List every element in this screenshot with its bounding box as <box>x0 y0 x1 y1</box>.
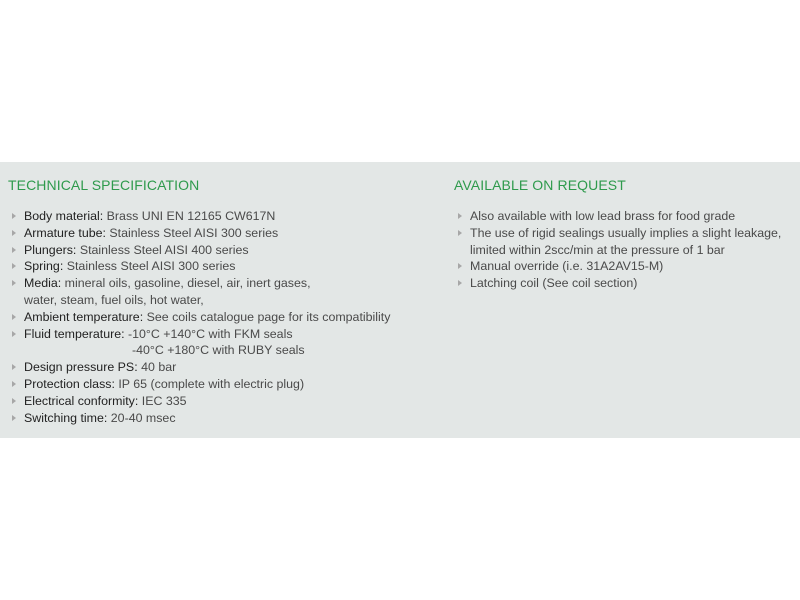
spec-panel <box>0 162 800 438</box>
spec-label: Spring: <box>24 259 64 274</box>
request-text: The use of rigid sealings usually implies a slight leakage, <box>470 225 782 240</box>
spec-value: IEC 335 <box>141 393 187 408</box>
available-on-request-list <box>454 208 794 292</box>
request-item <box>454 208 794 225</box>
bullet-arrow-icon <box>458 280 462 286</box>
spec-label: Fluid temperature: <box>24 326 125 341</box>
bullet-arrow-icon <box>458 213 462 219</box>
technical-specification-list <box>8 208 438 426</box>
spec-value: Stainless Steel AISI 400 series <box>79 242 249 257</box>
request-item <box>454 225 794 259</box>
spec-value: mineral oils, gasoline, diesel, air, inert gases, <box>64 276 311 291</box>
spec-item-switching-time <box>8 410 438 427</box>
spec-label: Ambient temperature: <box>24 309 144 324</box>
spec-item-plungers <box>8 242 438 259</box>
spec-label: Media: <box>24 276 62 291</box>
spec-label: Design pressure PS: <box>24 360 138 375</box>
spec-item-protection-class <box>8 376 438 393</box>
request-text: Latching coil (See coil section) <box>470 276 638 291</box>
spec-label: Protection class: <box>24 376 115 391</box>
spec-label: Plungers: <box>24 242 77 257</box>
bullet-arrow-icon <box>12 230 16 236</box>
request-text-continued: limited within 2scc/min at the pressure of 1 bar <box>470 242 725 257</box>
bullet-arrow-icon <box>12 280 16 286</box>
bullet-arrow-icon <box>12 314 16 320</box>
technical-specification-heading: TECHNICAL SPECIFICATION <box>8 177 200 193</box>
spec-item-electrical-conformity <box>8 393 438 410</box>
spec-item-ambient-temperature <box>8 309 438 326</box>
bullet-arrow-icon <box>12 263 16 269</box>
request-item <box>454 275 794 292</box>
spec-item-body-material <box>8 208 438 225</box>
bullet-arrow-icon <box>12 247 16 253</box>
spec-item-fluid-temperature <box>8 326 438 360</box>
spec-label: Armature tube: <box>24 225 106 240</box>
request-text: Also available with low lead brass for food grade <box>470 209 736 223</box>
spec-item-armature-tube <box>8 225 438 242</box>
spec-value: Stainless Steel AISI 300 series <box>66 259 236 274</box>
spec-item-media <box>8 275 438 309</box>
request-item <box>454 258 794 275</box>
request-text: Manual override (i.e. 31A2AV15-M) <box>470 259 664 274</box>
available-on-request-section <box>454 176 794 292</box>
spec-value: 40 bar <box>141 360 177 375</box>
bullet-arrow-icon <box>12 415 16 421</box>
spec-value: -10°C +140°C with FKM seals <box>128 326 293 341</box>
spec-value: Brass UNI EN 12165 CW617N <box>106 209 276 223</box>
spec-value: Stainless Steel AISI 300 series <box>109 225 279 240</box>
spec-label: Body material: <box>24 209 104 223</box>
spec-value-continued: -40°C +180°C with RUBY seals <box>132 343 305 358</box>
bullet-arrow-icon <box>12 213 16 219</box>
spec-value-continued: water, steam, fuel oils, hot water, <box>24 292 204 307</box>
bullet-arrow-icon <box>12 331 16 337</box>
spec-label: Switching time: <box>24 410 108 425</box>
spec-label: Electrical conformity: <box>24 393 139 408</box>
available-on-request-heading: AVAILABLE ON REQUEST <box>454 177 626 193</box>
spec-value: IP 65 (complete with electric plug) <box>118 376 305 391</box>
spec-value: 20-40 msec <box>110 410 176 425</box>
bullet-arrow-icon <box>12 398 16 404</box>
technical-specification-section <box>8 176 438 426</box>
bullet-arrow-icon <box>458 230 462 236</box>
bullet-arrow-icon <box>12 381 16 387</box>
spec-item-design-pressure <box>8 359 438 376</box>
spec-item-spring <box>8 258 438 275</box>
bullet-arrow-icon <box>458 263 462 269</box>
spec-value: See coils catalogue page for its compatibility <box>146 309 391 324</box>
bullet-arrow-icon <box>12 364 16 370</box>
